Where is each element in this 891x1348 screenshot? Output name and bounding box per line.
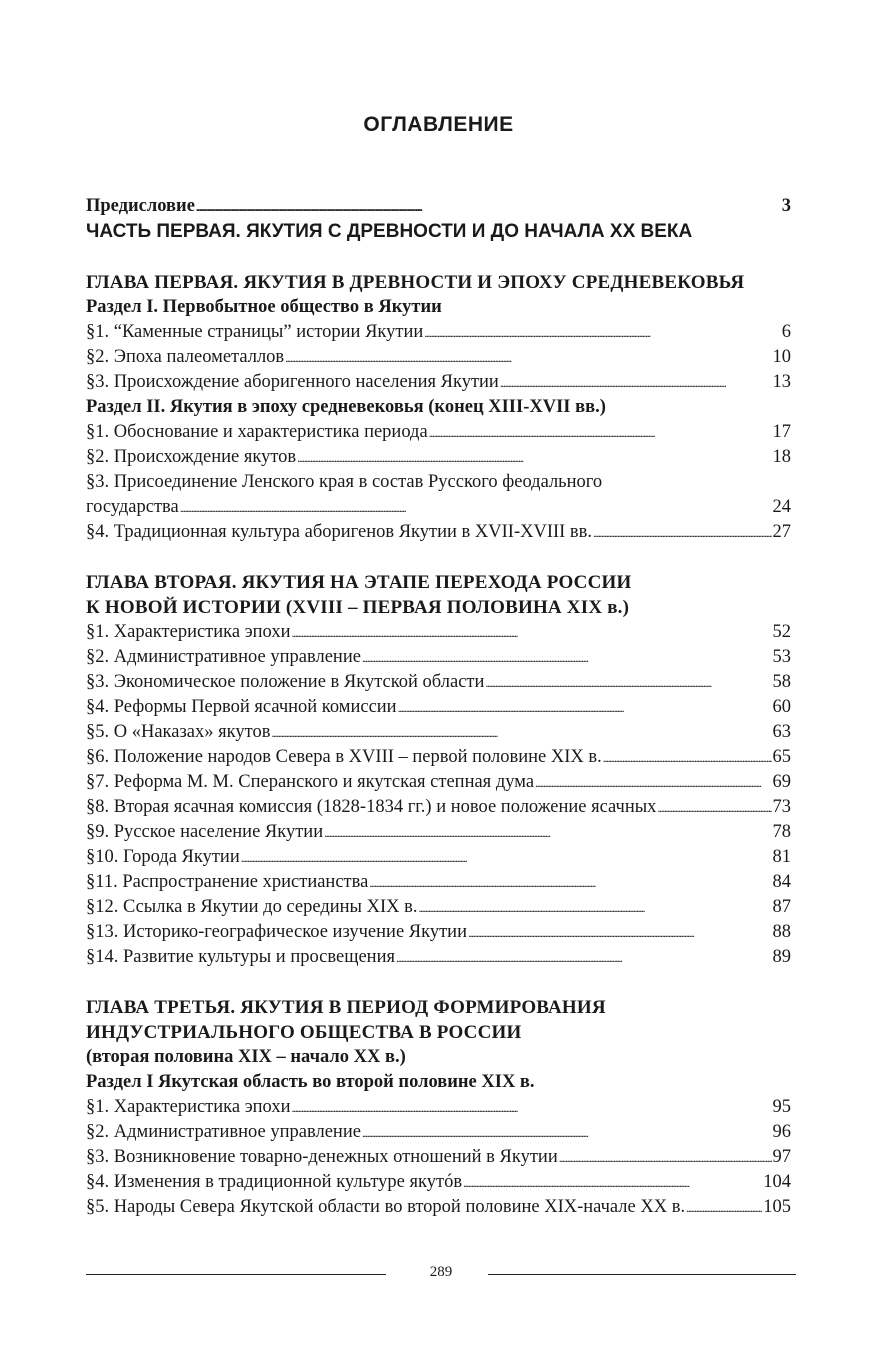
entry-label: §4. Реформы Первой ясачной комиссии xyxy=(86,697,397,717)
dot-leader xyxy=(593,520,771,546)
toc-entry[interactable] xyxy=(86,745,791,770)
entry-page: 78 xyxy=(772,822,791,842)
toc-entry[interactable] xyxy=(86,770,791,795)
dot-leader xyxy=(396,945,772,971)
spacer xyxy=(86,545,791,570)
entry-page: 89 xyxy=(772,947,791,967)
entry-page: 52 xyxy=(772,622,791,642)
chapter-title: ГЛАВА ВТОРАЯ. ЯКУТИЯ НА ЭТАПЕ ПЕРЕХОДА РОССИИ xyxy=(86,572,632,593)
chapter-title: К НОВОЙ ИСТОРИИ (XVIII – ПЕРВАЯ ПОЛОВИНА XIX в.) xyxy=(86,597,630,618)
part-title: ЧАСТЬ ПЕРВАЯ. ЯКУТИЯ С ДРЕВНОСТИ И ДО НАЧАЛА XX ВЕКА xyxy=(86,221,693,242)
toc-entry[interactable] xyxy=(86,820,791,845)
dot-leader xyxy=(485,670,771,696)
toc-entry[interactable] xyxy=(86,1170,791,1195)
entry-label: Предисловие xyxy=(86,196,195,216)
toc-entry[interactable] xyxy=(86,645,791,670)
chapter-title: ГЛАВА ТРЕТЬЯ. ЯКУТИЯ В ПЕРИОД ФОРМИРОВАНИЯ xyxy=(86,997,606,1018)
dot-leader xyxy=(418,895,771,921)
dot-leader xyxy=(362,1120,772,1146)
dot-leader xyxy=(180,495,772,521)
spacer xyxy=(86,245,791,270)
dot-leader xyxy=(196,194,781,220)
toc-entry[interactable] xyxy=(86,945,791,970)
table-of-contents xyxy=(86,194,791,1220)
entry-page: 58 xyxy=(772,672,791,692)
dot-leader xyxy=(362,645,772,671)
entry-page: 60 xyxy=(772,697,791,717)
entry-label: §3. Возникновение товарно-денежных отношений в Якутии xyxy=(86,1147,558,1167)
footer-rule-right xyxy=(488,1274,796,1275)
section-heading: Раздел II. Якутия в эпоху средневековья (конец XIII-XVII вв.) xyxy=(86,397,606,417)
dot-leader xyxy=(500,370,772,396)
page-number: 289 xyxy=(429,1264,453,1280)
entry-label: §4. Изменения в традиционной культуре якутóв xyxy=(86,1172,463,1192)
page-footer xyxy=(86,1262,796,1284)
entry-label: §1. Обоснование и характеристика периода xyxy=(86,422,428,442)
entry-page: 73 xyxy=(772,797,791,817)
chapter-subtitle: (вторая половина XIX – начало XX в.) xyxy=(86,1047,406,1067)
entry-label: §10. Города Якутии xyxy=(86,847,240,867)
entry-page: 84 xyxy=(772,872,791,892)
toc-entry[interactable] xyxy=(86,870,791,895)
entry-page: 88 xyxy=(772,922,791,942)
entry-label: §4. Традиционная культура аборигенов Якутии в XVII-XVIII вв. xyxy=(86,522,593,542)
toc-entry[interactable] xyxy=(86,1120,791,1145)
toc-entry[interactable] xyxy=(86,420,791,445)
entry-label: §1. “Каменные страницы” истории Якутии xyxy=(86,322,424,342)
section-heading: Раздел I Якутская область во второй половине XIX в. xyxy=(86,1072,535,1092)
entry-label: §1. Характеристика эпохи xyxy=(86,622,291,642)
toc-entry[interactable] xyxy=(86,320,791,345)
toc-entry[interactable] xyxy=(86,1095,791,1120)
entry-label: §2. Административное управление xyxy=(86,647,361,667)
toc-entry[interactable] xyxy=(86,695,791,720)
toc-entry-preface[interactable] xyxy=(86,194,791,219)
entry-label: §8. Вторая ясачная комиссия (1828-1834 гг.) и новое положение ясачных xyxy=(86,797,657,817)
chapter-title: ИНДУСТРИАЛЬНОГО ОБЩЕСТВА В РОССИИ xyxy=(86,1022,522,1043)
dot-leader xyxy=(535,770,771,796)
entry-page: 18 xyxy=(772,447,791,467)
entry-label: §3. Экономическое положение в Якутской области xyxy=(86,672,485,692)
entry-label: §11. Распространение христианства xyxy=(86,872,369,892)
entry-page: 17 xyxy=(772,422,791,442)
dot-leader xyxy=(424,320,780,346)
toc-entry[interactable] xyxy=(86,795,791,820)
entry-label: §5. Народы Севера Якутской области во второй половине XIX-начале XX в. xyxy=(86,1197,686,1217)
entry-page: 97 xyxy=(772,1147,791,1167)
entry-page: 81 xyxy=(772,847,791,867)
toc-entry[interactable] xyxy=(86,895,791,920)
toc-entry[interactable] xyxy=(86,845,791,870)
dot-leader xyxy=(686,1195,762,1221)
entry-page: 53 xyxy=(772,647,791,667)
entry-page: 95 xyxy=(772,1097,791,1117)
entry-page: 105 xyxy=(763,1197,791,1217)
toc-entry[interactable] xyxy=(86,920,791,945)
toc-entry[interactable] xyxy=(86,345,791,370)
entry-page: 13 xyxy=(772,372,791,392)
entry-label: §2. Административное управление xyxy=(86,1122,361,1142)
toc-entry[interactable] xyxy=(86,670,791,695)
toc-entry[interactable] xyxy=(86,1195,791,1220)
entry-page: 104 xyxy=(763,1172,791,1192)
entry-label: §5. О «Наказах» якутов xyxy=(86,722,271,742)
toc-entry[interactable] xyxy=(86,445,791,470)
dot-leader xyxy=(657,795,771,821)
toc-entry[interactable] xyxy=(86,1145,791,1170)
entry-page: 63 xyxy=(772,722,791,742)
entry-label: §14. Развитие культуры и просвещения xyxy=(86,947,395,967)
entry-label: §2. Эпоха палеометаллов xyxy=(86,347,285,367)
toc-entry[interactable] xyxy=(86,520,791,545)
entry-label: государства xyxy=(86,497,179,517)
entry-page: 96 xyxy=(772,1122,791,1142)
toc-entry[interactable] xyxy=(86,720,791,745)
dot-leader xyxy=(369,870,771,896)
toc-entry[interactable] xyxy=(86,370,791,395)
chapter-title: ГЛАВА ПЕРВАЯ. ЯКУТИЯ В ДРЕВНОСТИ И ЭПОХУ СРЕДНЕВЕКОВЬЯ xyxy=(86,272,745,293)
entry-label: §3. Происхождение аборигенного населения Якутии xyxy=(86,372,499,392)
page-title: ОГЛАВЛЕНИЕ xyxy=(363,113,514,136)
entry-label: §1. Характеристика эпохи xyxy=(86,1097,291,1117)
entry-page: 3 xyxy=(781,196,791,216)
dot-leader xyxy=(292,620,772,646)
dot-leader xyxy=(603,745,772,771)
entry-page: 69 xyxy=(772,772,791,792)
entry-page: 65 xyxy=(772,747,791,767)
entry-label: §2. Происхождение якутов xyxy=(86,447,297,467)
dot-leader xyxy=(285,345,771,371)
dot-leader xyxy=(271,720,771,746)
dot-leader xyxy=(398,695,772,721)
entry-label: §9. Русское население Якутии xyxy=(86,822,324,842)
entry-label-line[interactable]: §3. Присоединение Ленского края в состав Русского феодального xyxy=(86,472,603,492)
dot-leader xyxy=(324,820,771,846)
entry-page: 10 xyxy=(772,347,791,367)
entry-label: §6. Положение народов Севера в XVIII – первой половине XIX в. xyxy=(86,747,602,767)
dot-leader xyxy=(429,420,772,446)
dot-leader xyxy=(559,1145,772,1171)
dot-leader xyxy=(241,845,772,871)
dot-leader xyxy=(297,445,771,471)
toc-entry[interactable] xyxy=(86,495,791,520)
dot-leader xyxy=(468,920,772,946)
entry-page: 87 xyxy=(772,897,791,917)
section-heading: Раздел I. Первобытное общество в Якутии xyxy=(86,297,442,317)
dot-leader xyxy=(463,1170,762,1196)
toc-entry[interactable] xyxy=(86,620,791,645)
entry-page: 27 xyxy=(772,522,791,542)
entry-label: §13. Историко-географическое изучение Якутии xyxy=(86,922,467,942)
entry-page: 6 xyxy=(781,322,791,342)
entry-label: §12. Ссылка в Якутии до середины XIX в. xyxy=(86,897,418,917)
spacer xyxy=(86,970,791,995)
entry-label: §7. Реформа М. М. Сперанского и якутская степная дума xyxy=(86,772,535,792)
dot-leader xyxy=(292,1095,772,1121)
entry-page: 24 xyxy=(772,497,791,517)
